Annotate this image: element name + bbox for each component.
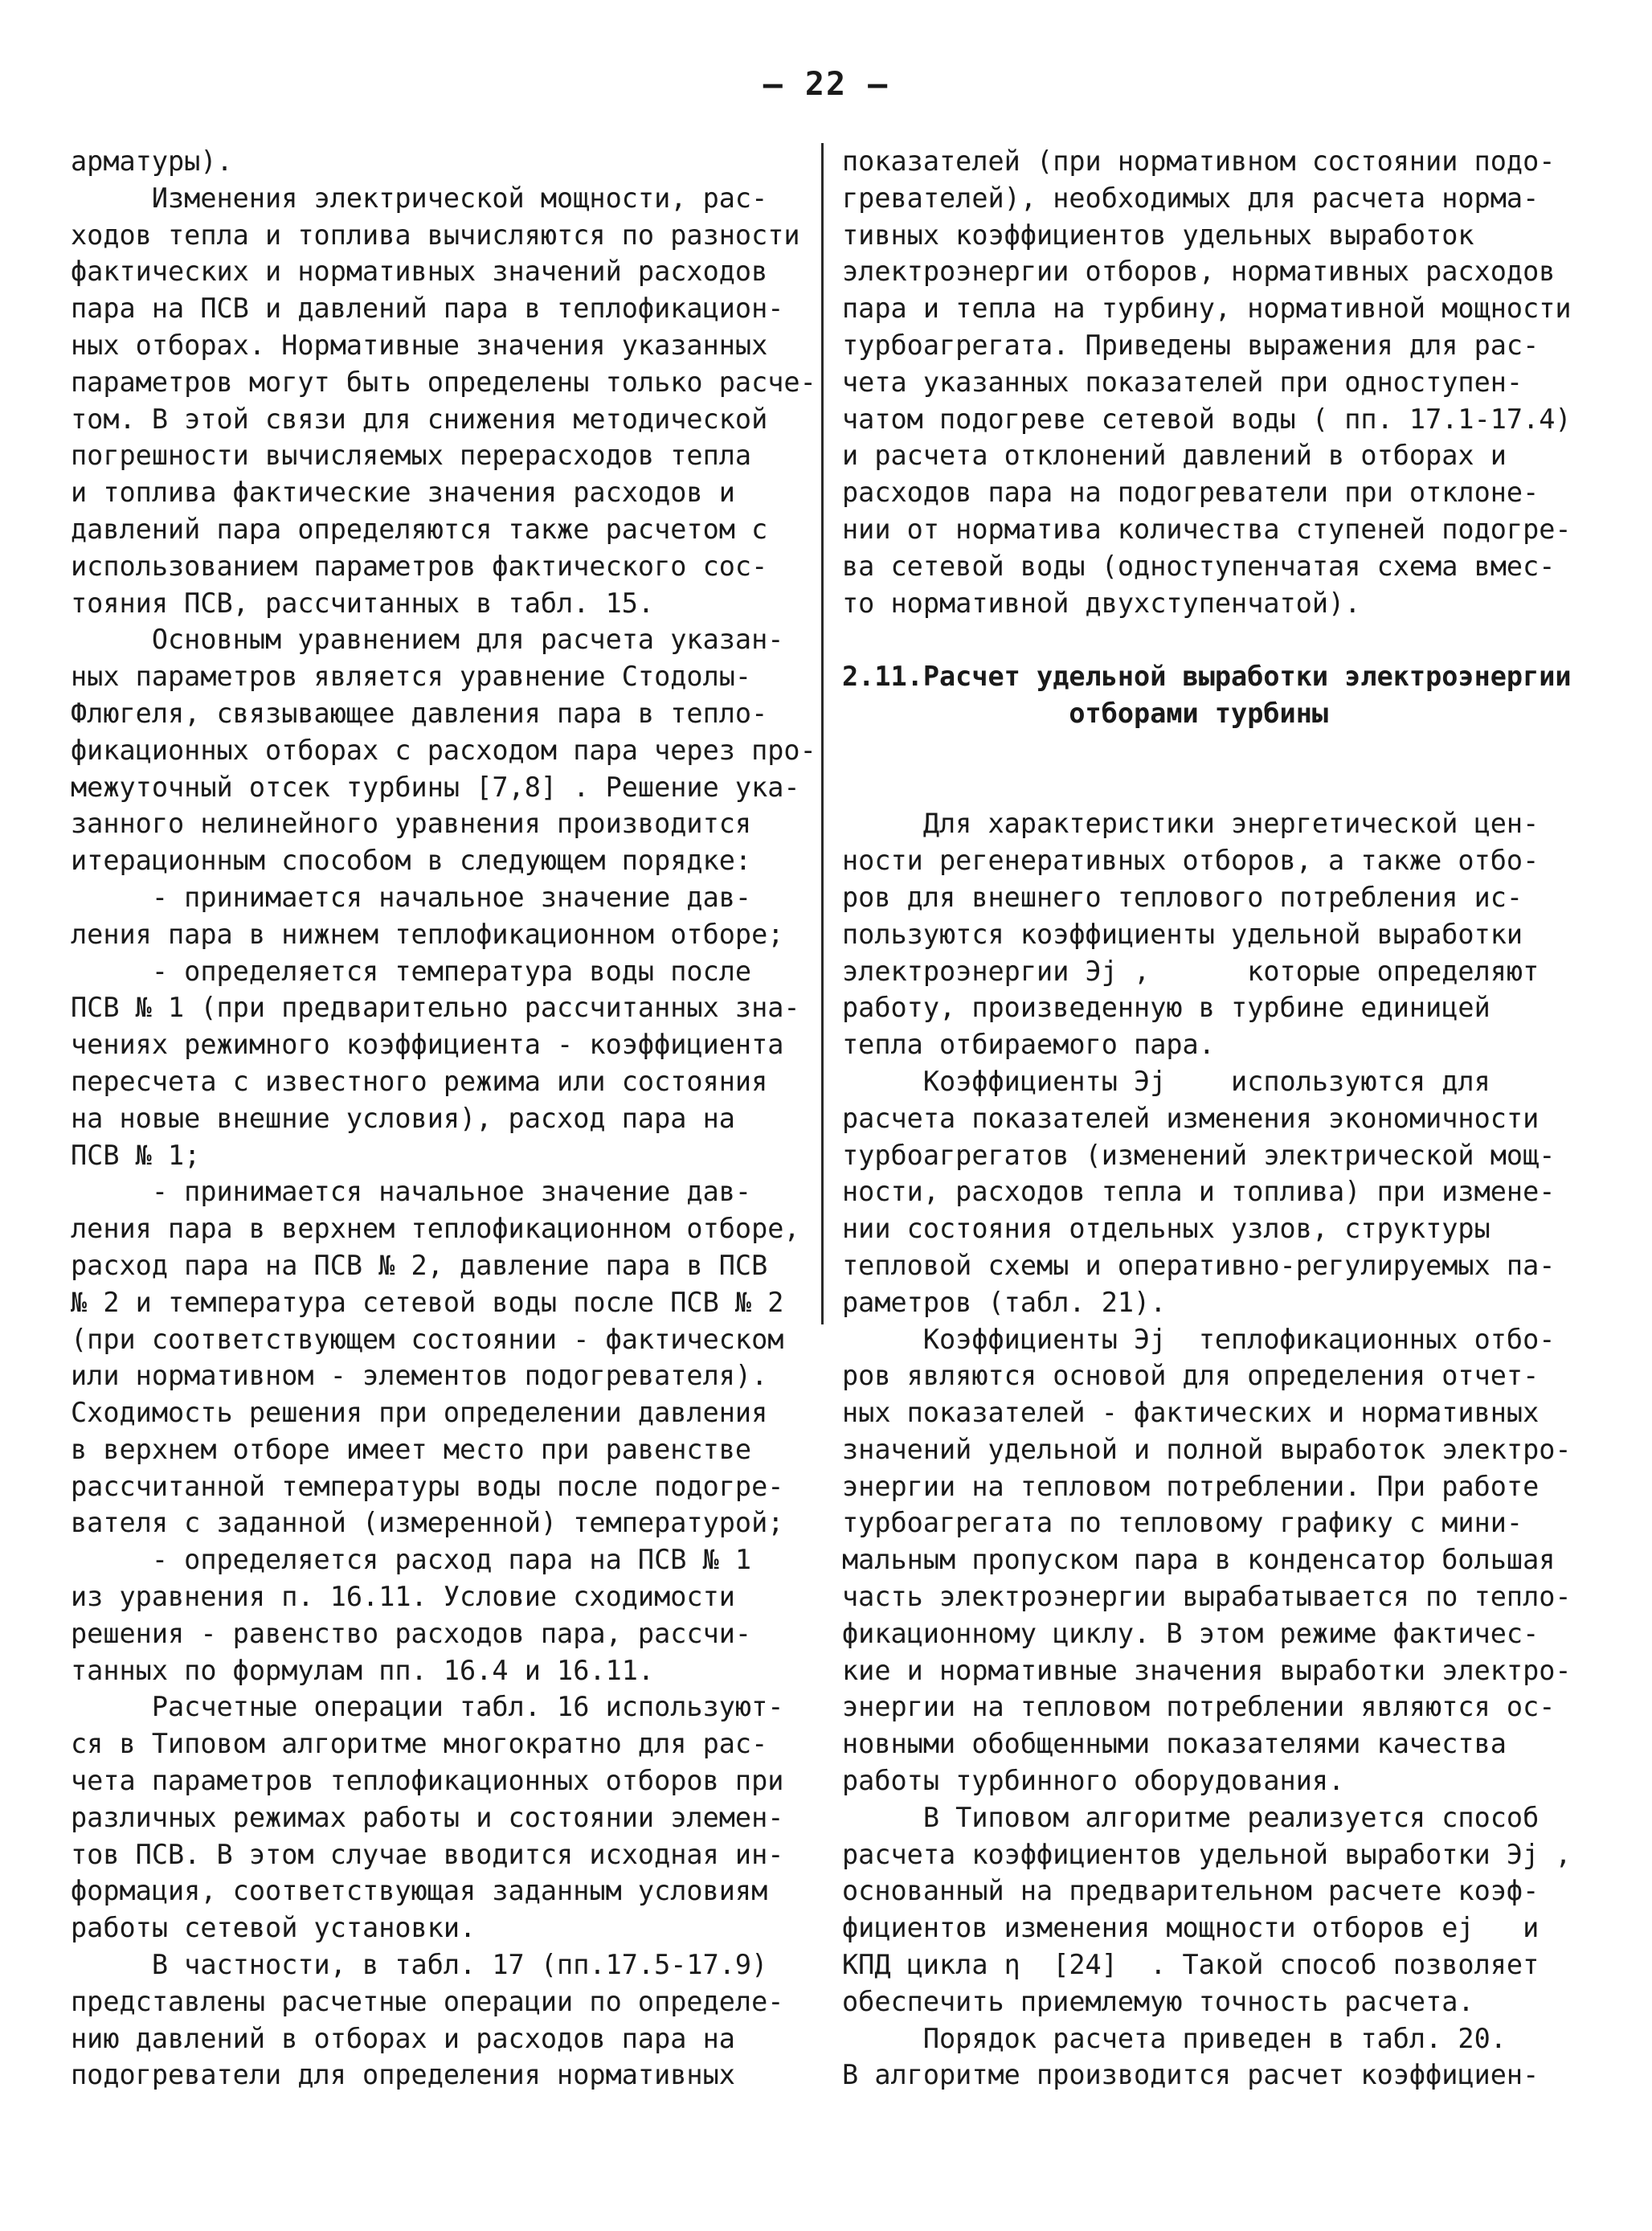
text-line: тов ПСВ. В этом случае вводится исходная ин- <box>71 1838 784 1870</box>
text-line: турбоагрегата. Приведены выражения для рас- <box>842 329 1540 361</box>
text-line: пользуются коэффициенты удельной выработки <box>842 918 1523 950</box>
text-line <box>842 732 1589 769</box>
text-line: ления пара в нижнем теплофикационном отборе; <box>71 918 784 950</box>
text-line: ности регенеративных отборов, а также отбо- <box>842 845 1540 877</box>
text-line: арматуры). <box>71 145 233 177</box>
text-line: тепловой схемы и оперативно-регулируемых па- <box>842 1249 1556 1281</box>
text-line: ности, расходов тепла и топлива) при измене- <box>842 1176 1556 1208</box>
text-line: чатом подогреве сетевой воды ( пп. 17.1-17.4) <box>842 403 1572 435</box>
text-line: ных показателей - фактических и нормативных <box>842 1397 1540 1429</box>
text-line: в верхнем отборе имеет место при равенстве <box>71 1433 752 1465</box>
text-line: давлений пара определяются также расчетом с <box>71 513 768 545</box>
text-line: нию давлений в отборах и расходов пара на <box>71 2022 735 2054</box>
text-line: энергии на тепловом потреблении являются ос- <box>842 1691 1556 1723</box>
text-line: гревателей), необходимых для расчета норма- <box>842 182 1540 214</box>
text-line: нии от норматива количества ступеней подогре- <box>842 513 1572 545</box>
text-line: турбоагрегата по тепловому графику с мини- <box>842 1507 1523 1539</box>
column-divider <box>821 143 824 1324</box>
text-line: фикационных отборах с расходом пара через про- <box>71 734 816 766</box>
text-line: расход пара на ПСВ № 2, давление пара в ПСВ <box>71 1249 768 1281</box>
text-line: чета указанных показателей при одноступен- <box>842 366 1523 398</box>
text-line: рассчитанной температуры воды после подогре- <box>71 1470 784 1502</box>
text-line: параметров могут быть определены только расче- <box>71 366 816 398</box>
text-line: межуточный отсек турбины [7,8] . Решение ука- <box>71 771 800 803</box>
text-line: Флюгеля, связывающее давления пара в тепло- <box>71 697 768 729</box>
text-line: на новые внешние условия), расход пара на <box>71 1102 735 1134</box>
text-line: В частности, в табл. 17 (пп.17.5-17.9) <box>71 1949 768 1981</box>
text-line: использованием параметров фактического сос- <box>71 550 768 582</box>
text-line: расчета коэффициентов удельной выработки Эj , <box>842 1838 1572 1870</box>
right-column <box>842 143 1589 2094</box>
text-line: ных параметров является уравнение Стодолы- <box>71 661 752 693</box>
text-line: работу, произведенную в турбине единицей <box>842 992 1490 1024</box>
text-line: вателя с заданной (измеренной) температурой; <box>71 1507 784 1539</box>
text-line <box>842 769 1589 806</box>
text-line: фактических и нормативных значений расходов <box>71 256 768 288</box>
text-line: В алгоритме производится расчет коэффициен- <box>842 2059 1540 2091</box>
text-line: формация, соответствующая заданным условиям <box>71 1875 768 1907</box>
text-line: ных отборах. Нормативные значения указанных <box>71 329 768 361</box>
text-line: пара и тепла на турбину, нормативной мощности <box>842 293 1572 325</box>
text-line: расчета показателей изменения экономичности <box>842 1102 1540 1134</box>
text-line: ров являются основой для определения отчет- <box>842 1360 1540 1392</box>
text-line: обеспечить приемлемую точность расчета. <box>842 1985 1474 2017</box>
text-line: Сходимость решения при определении давления <box>71 1397 768 1429</box>
text-line: итерационным способом в следующем порядке: <box>71 845 752 877</box>
text-line: Коэффициенты Эj теплофикационных отбо- <box>842 1323 1556 1355</box>
text-line: (при соответствующем состоянии - фактическом <box>71 1323 784 1355</box>
text-line: - принимается начальное значение дав- <box>71 881 752 913</box>
text-line: КПД цикла η [24] . Такой способ позволяет <box>842 1949 1540 1981</box>
text-line: то нормативной двухступенчатой). <box>842 587 1361 619</box>
text-line: работы сетевой установки. <box>71 1912 476 1944</box>
text-line: пересчета с известного режима или состояния <box>71 1065 768 1097</box>
text-line: - принимается начальное значение дав- <box>71 1176 752 1208</box>
text-line: занного нелинейного уравнения производится <box>71 808 752 840</box>
text-line: чета параметров теплофикационных отборов при <box>71 1765 784 1797</box>
text-line: танных по формулам пп. 16.4 и 16.11. <box>71 1654 655 1686</box>
text-line: часть электроэнергии вырабатывается по тепло- <box>842 1581 1572 1613</box>
text-line: кие и нормативные значения выработки электро- <box>842 1654 1572 1686</box>
text-line: энергии на тепловом потреблении. При работе <box>842 1470 1540 1502</box>
text-line: из уравнения п. 16.11. Условие сходимости <box>71 1581 735 1613</box>
text-line: или нормативном - элементов подогревателя). <box>71 1360 768 1392</box>
text-line: - определяется температура воды после <box>71 955 752 987</box>
text-line: Коэффициенты Эj используются для <box>842 1065 1490 1097</box>
text-line: значений удельной и полной выработок электро- <box>842 1433 1572 1465</box>
text-line: подогреватели для определения нормативных <box>71 2059 735 2091</box>
text-line: Расчетные операции табл. 16 используют- <box>71 1691 784 1723</box>
text-line: мальным пропуском пара в конденсатор большая <box>842 1544 1556 1576</box>
text-line: Для характеристики энергетической цен- <box>842 808 1540 840</box>
text-line: ПСВ № 1 (при предварительно рассчитанных зна- <box>71 992 800 1024</box>
text-line: Изменения электрической мощности, рас- <box>71 182 768 214</box>
text-line: решения - равенство расходов пара, рассчи- <box>71 1617 752 1649</box>
text-line: пара на ПСВ и давлений пара в теплофикацион- <box>71 293 784 325</box>
text-line: новными обобщенными показателями качества <box>842 1728 1507 1760</box>
text-line: ления пара в верхнем теплофикационном отборе, <box>71 1213 800 1245</box>
text-line: ходов тепла и топлива вычисляются по разности <box>71 219 800 251</box>
text-line: ров для внешнего теплового потребления ис- <box>842 881 1523 913</box>
text-line: и расчета отклонений давлений в отборах и <box>842 440 1507 472</box>
text-line: фициентов изменения мощности отборов ej и <box>842 1912 1540 1944</box>
text-line: турбоагрегатов (изменений электрической мощ- <box>842 1139 1556 1171</box>
text-line: погрешности вычисляемых перерасходов тепла <box>71 440 752 472</box>
section-heading-line: 2.11.Расчет удельной выработки электроэнергии <box>842 661 1572 693</box>
text-line: различных режимах работы и состоянии элемен- <box>71 1801 784 1833</box>
text-line: показателей (при нормативном состоянии подо- <box>842 145 1556 177</box>
section-heading-line: отборами турбины <box>842 697 1329 729</box>
text-line: нии состояния отдельных узлов, структуры <box>842 1213 1490 1245</box>
text-line: фикационному циклу. В этом режиме фактичес- <box>842 1617 1540 1649</box>
text-line <box>842 621 1589 658</box>
text-line: и топлива фактические значения расходов и <box>71 477 735 509</box>
text-line: электроэнергии отборов, нормативных расходов <box>842 256 1556 288</box>
text-line: ся в Типовом алгоритме многократно для рас- <box>71 1728 768 1760</box>
text-line: представлены расчетные операции по определе- <box>71 1985 784 2017</box>
text-line: ва сетевой воды (одноступенчатая схема вмес- <box>842 550 1556 582</box>
text-line: том. В этой связи для снижения методической <box>71 403 768 435</box>
text-line: Основным уравнением для расчета указан- <box>71 624 784 656</box>
text-line: Порядок расчета приведен в табл. 20. <box>842 2022 1507 2054</box>
page-number: – 22 – <box>763 66 889 103</box>
text-line: ПСВ № 1; <box>71 1139 201 1171</box>
text-line: раметров (табл. 21). <box>842 1286 1167 1318</box>
text-line: тепла отбираемого пара. <box>842 1029 1215 1061</box>
text-line: № 2 и температура сетевой воды после ПСВ № 2 <box>71 1286 784 1318</box>
text-line: тояния ПСВ, рассчитанных в табл. 15. <box>71 587 655 619</box>
text-line: тивных коэффициентов удельных выработок <box>842 219 1474 251</box>
text-line: расходов пара на подогреватели при отклоне- <box>842 477 1540 509</box>
text-line: - определяется расход пара на ПСВ № 1 <box>71 1544 752 1576</box>
text-line: В Типовом алгоритме реализуется способ <box>842 1801 1540 1833</box>
text-line: основанный на предварительном расчете коэф- <box>842 1875 1540 1907</box>
text-line: работы турбинного оборудования. <box>842 1765 1345 1797</box>
text-line: чениях режимного коэффициента - коэффициента <box>71 1029 784 1061</box>
left-column <box>71 143 818 2094</box>
text-line: электроэнергии Эj , которые определяют <box>842 955 1540 987</box>
